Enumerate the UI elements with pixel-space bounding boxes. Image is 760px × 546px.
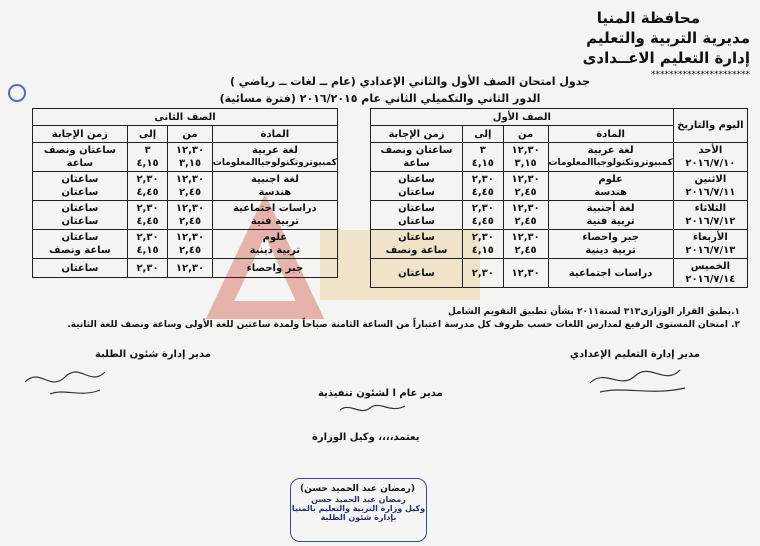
executive-director-label: مدير عام ا لشئون تنفيذية [318,388,443,399]
exam-date: ٢٠١٦/٧/١٣ [685,245,736,256]
end-time: ٤,١٥ [471,245,494,256]
end-time: ٤,٤٥ [136,216,159,227]
duration: ساعتان [61,187,99,198]
schedule-subtitle: الدور الثاني والتكميلي الثاني عام ٢٠١٦/٢٠١٥ (فترة مسائية) [219,92,541,105]
exam-date: ٢٠١٦/٧/١٢ [685,216,736,227]
to-header: إلى [463,126,504,143]
handwritten-signature-left-icon [20,362,130,402]
end-time: ٢,٣٠ [136,174,159,185]
day-name: الأحد [698,145,723,156]
table-row [33,259,338,278]
start-time: ١٢,٣٠ [175,232,205,243]
duration: ساعتان ونصف [43,145,116,156]
subject-header: المادة [212,126,337,143]
duration: ساعتان [398,216,435,227]
exam-date: ٢٠١٦/٧/١١ [685,187,736,198]
start-time: ٢,٤٥ [514,187,537,198]
subject-name: هندسة [594,187,627,198]
duration: ساعتان [61,232,99,243]
subject-name: دراسات اجتماعية [233,203,317,214]
second-grade-table [32,108,338,278]
stamp-title: وكيل وزارة التربية والتعليم بالمنيا [291,504,426,513]
start-time: ١٢,٣٠ [175,145,205,156]
start-time: ٣,١٥ [178,158,202,169]
table-row [33,143,338,172]
end-time: ٤,٤٥ [471,216,494,227]
end-time: ٤,٤٥ [136,187,159,198]
duration-header: زمن الإجابة [371,126,463,143]
table-row [371,172,748,201]
table-row [371,259,748,288]
end-time: ٢,٣٠ [136,262,159,274]
subject-name: تربية دينية [249,245,301,256]
table-row [33,172,338,201]
duration: ساعة ونصف [385,245,448,256]
subject-name: جبر واحصاء [246,262,304,274]
subject-name: علوم [598,174,623,185]
start-time: ١٢,٣٠ [175,262,205,274]
directorate-name: مديرية التربية والتعليم [586,29,750,47]
duration: ساعة [403,158,430,169]
end-time: ٢,٣٠ [471,267,494,279]
start-time: ١٢,٣٠ [511,145,540,156]
subject-name: هندسة [258,187,292,198]
subject-name: لغة أجنبية [586,203,635,214]
handwritten-signature-right-icon [580,358,700,398]
from-header: من [503,126,548,143]
end-time: ٢,٣٠ [471,203,494,214]
second-grade-header: الصف الثانى [33,109,338,126]
end-time: ٢,٣٠ [471,174,494,185]
start-time: ١٢,٣٠ [511,267,540,279]
approval-label: يعتمد،،،، وكيل الوزارة [312,432,420,443]
start-time: ٢,٤٥ [178,216,202,227]
note-1: ١.يطبق القرار الوزارى٣١٣ لسنة٢٠١١ بشأن تطبيق التقويم الشامل [447,307,740,317]
from-header: من [168,126,213,143]
end-time: ٤,٤٥ [471,187,494,198]
student-affairs-director-label: مدير إدارة شئون الطلبة [95,349,211,360]
stars-line: ********************** [651,70,750,80]
duration: ساعة [66,158,94,169]
prep-education-director-label: مدير إدارة التعليم الإعدادي [569,349,700,360]
subject-name: تربية فنية [586,216,635,227]
subject-name: لغة عربية [251,145,298,156]
duration: ساعتان [398,203,435,214]
first-grade-table [370,108,748,288]
subject-name: تربية فنية [250,216,299,227]
day-name: الثلاثاء [694,203,727,214]
day-name: الاثنين [694,174,727,185]
subject-name: لغة اجنبية [250,174,299,185]
end-time: ٣ [479,145,486,156]
governorate-name: محافظة المنيا [596,9,700,27]
duration: ساعتان [398,174,435,185]
end-time: ٤,١٥ [471,158,494,169]
duration: ساعتان [61,262,99,274]
note-2: ٢. امتحان المستوى الرفيع لمدارس اللغات حسب ظروف كل مدرسة اعتباراً من الساعة الثامنة صباحاً ولمدة ساعتين للغة الأولى وساعة ونصف للغة الثانية. [67,320,740,330]
to-header: إلى [127,126,167,143]
first-grade-header: الصف الأول [371,109,674,126]
official-stamp [290,478,427,542]
end-time: ٢,٣٠ [136,203,159,214]
subject-name: تربية دينية [585,245,636,256]
table-row [371,143,748,172]
subject-name: لغة عربية [587,145,634,156]
table-row [371,201,748,230]
start-time: ٣,١٥ [514,158,537,169]
signatory-name: (رمضان عبد الحميد حسن) [300,484,415,494]
start-time: ٢,٤٥ [514,245,537,256]
start-time: ١٢,٣٠ [511,174,540,185]
duration: ساعتان [398,232,435,243]
start-time: ١٢,٣٠ [511,203,540,214]
start-time: ١٢,٣٠ [175,203,205,214]
end-time: ٢,٣٠ [471,232,494,243]
stamp-name: رمضان عبد الحميد حسن [311,495,406,504]
day-date-header: اليوم والتاريخ [673,109,747,143]
start-time: ١٢,٣٠ [175,174,205,185]
subject-name: دراسات اجتماعية [568,267,653,279]
table-row [371,230,748,259]
handwritten-date-icon [335,398,415,420]
duration-header: زمن الإجابة [33,126,128,143]
duration: ساعتان [398,267,435,279]
day-name: الخميس [690,261,731,272]
duration: ساعتان [61,203,99,214]
duration: ساعتان [61,174,99,185]
duration: ساعتان [398,187,435,198]
day-name: الأربعاء [692,232,728,243]
end-time: ٣ [144,145,151,156]
end-time: ٤,١٥ [136,245,159,256]
end-time: ٢,٣٠ [136,232,159,243]
schedule-title: جدول امتحان الصف الأول والثاني الإعدادي (عام ــ لغات ــ رياضي ) [229,75,591,88]
circle-mark-icon [8,84,26,102]
header-block [583,8,750,68]
subject-header: المادة [548,126,673,143]
subject-name: كمبيوتروتكنولوجياالمعلومات [548,158,673,168]
end-time: ٤,١٥ [136,158,159,169]
start-time: ٢,٤٥ [178,187,202,198]
exam-date: ٢٠١٦/٧/١٠ [685,158,736,169]
exam-date: ٢٠١٦/٧/١٤ [685,274,736,285]
subject-name: كمبيوتروتكنولوجياالمعلومات [212,158,337,168]
duration: ساعتان ونصف [380,145,453,156]
stamp-department: بإدارة شئون الطلبة [320,513,397,522]
start-time: ٢,٤٥ [514,216,537,227]
subject-name: جبر واحصاء [582,232,639,243]
start-time: ١٢,٣٠ [511,232,540,243]
start-time: ٢,٤٥ [178,245,202,256]
table-row [33,230,338,259]
duration: ساعتان [61,216,99,227]
subject-name: علوم [262,232,288,243]
duration: ساعة ونصف [49,245,111,256]
administration-name: إدارة التعليم الاعــدادى [582,49,750,67]
table-row [33,201,338,230]
